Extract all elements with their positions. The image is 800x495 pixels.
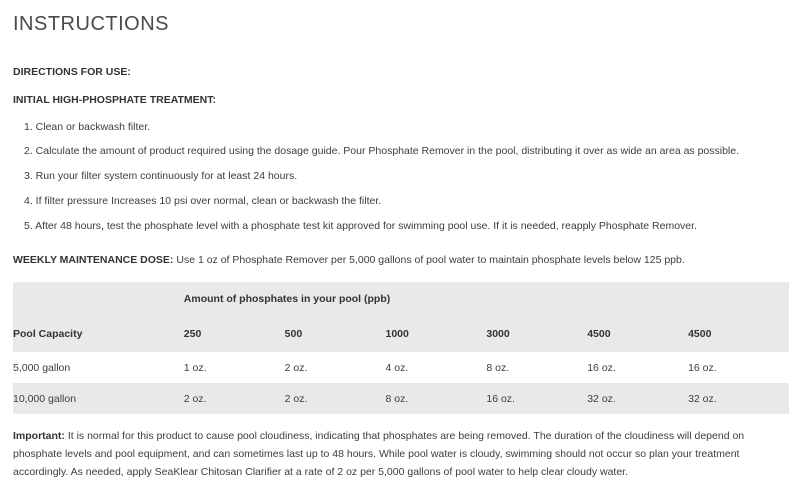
- dosage-table: [13, 282, 789, 414]
- table-header-blank: [13, 282, 184, 315]
- table-col-header: 4500: [688, 315, 789, 352]
- table-group-header-row: [13, 282, 789, 315]
- table-cell: 2 oz.: [184, 383, 285, 414]
- table-cell: 1 oz.: [184, 352, 285, 383]
- weekly-maintenance-label: WEEKLY MAINTENANCE DOSE:: [13, 254, 174, 266]
- table-col-header: 3000: [486, 315, 587, 352]
- table-cell: 2 oz.: [285, 383, 386, 414]
- table-col-header: 500: [285, 315, 386, 352]
- step-2: 2. Calculate the amount of product required using the dosage guide. Pour Phosphate Remover in the pool, distributing it over as wide an area as possible.: [24, 145, 740, 157]
- table-cell: 8 oz.: [386, 383, 487, 414]
- table-col-header: 1000: [386, 315, 487, 352]
- table-cell: 2 oz.: [285, 352, 386, 383]
- table-row-label: 10,000 gallon: [13, 383, 184, 414]
- step-5: 5. After 48 hours, test the phosphate level with a phosphate test kit approved for swimming pool use. If it is needed, reapply Phosphate Remover.: [24, 220, 697, 232]
- table-cell: 16 oz.: [486, 383, 587, 414]
- table-cell: 16 oz.: [688, 352, 789, 383]
- table-cell: 8 oz.: [486, 352, 587, 383]
- table-cell: 16 oz.: [587, 352, 688, 383]
- table-cell: 32 oz.: [688, 383, 789, 414]
- table-col-header: 250: [184, 315, 285, 352]
- page-title: INSTRUCTIONS: [13, 13, 169, 35]
- table-row: [13, 383, 789, 414]
- table-row-label: 5,000 gallon: [13, 352, 184, 383]
- step-3: 3. Run your filter system continuously for at least 24 hours.: [24, 170, 298, 182]
- table-group-header: Amount of phosphates in your pool (ppb): [184, 282, 789, 315]
- initial-treatment-heading: INITIAL HIGH-PHOSPHATE TREATMENT:: [13, 94, 216, 106]
- table-column-header-row: [13, 315, 789, 352]
- step-4: 4. If filter pressure Increases 10 psi over normal, clean or backwash the filter.: [24, 195, 382, 207]
- important-text: It is normal for this product to cause pool cloudiness, indicating that phosphates are being removed. The duration of the cloudiness will depend on phosphate levels and pool equipment, and can sometimes last up to 48 hours. While pool water is cloudy, swimming should not occur so plan your treatment accordingly. As needed, apply SeaKlear Chitosan Clarifier at a rate of 2 oz per 5,000 gallons of pool water to help clear cloudy water.: [13, 430, 745, 478]
- table-cell: 4 oz.: [386, 352, 487, 383]
- table-col-pool-capacity: Pool Capacity: [13, 315, 184, 352]
- table-col-header: 4500: [587, 315, 688, 352]
- table-row: [13, 352, 789, 383]
- step-1: 1. Clean or backwash filter.: [24, 121, 151, 133]
- important-label: Important:: [13, 430, 65, 442]
- weekly-maintenance: [13, 254, 685, 266]
- directions-heading: DIRECTIONS FOR USE:: [13, 66, 131, 78]
- important-note: [13, 427, 789, 481]
- table-cell: 32 oz.: [587, 383, 688, 414]
- weekly-maintenance-text: Use 1 oz of Phosphate Remover per 5,000 gallons of pool water to maintain phosphate levels below 125 ppb.: [173, 254, 685, 266]
